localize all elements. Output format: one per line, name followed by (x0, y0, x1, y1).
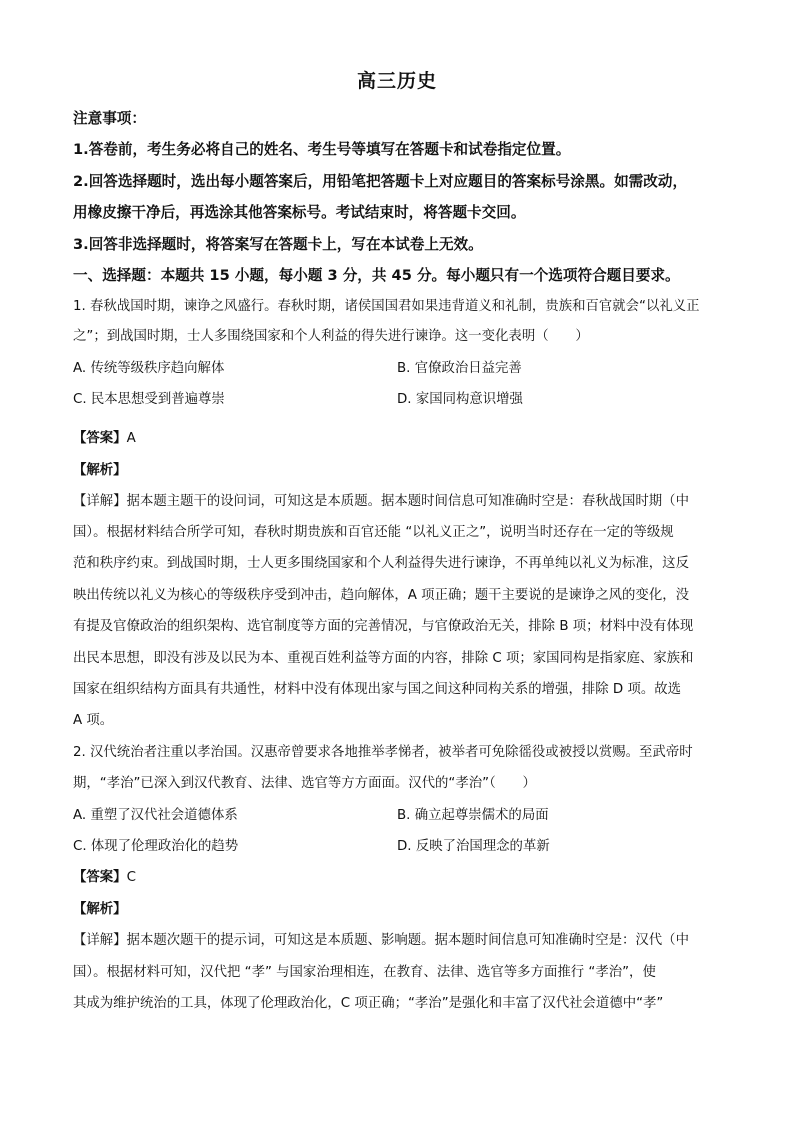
section-heading: 一、选择题：本题共 15 小题，每小题 3 分，共 45 分。每小题只有一个选项符合题目要求。 (73, 267, 680, 284)
q1-answer (73, 423, 136, 454)
notice-item-2: 2.回答选择题时，选出每小题答案后，用铅笔把答题卡上对应题目的答案标号涂黑。如需改动， (73, 173, 688, 190)
q2-option-d: D. 反映了治国理念的革新 (397, 839, 550, 854)
q2-answer-value: C (126, 870, 136, 885)
q1-answer-label: 【答案】 (73, 431, 127, 446)
q1-analysis-label (73, 455, 127, 486)
notice-heading: 注意事项： (73, 110, 146, 127)
q1-stem-line-1: 1. 春秋战国时期，谏诤之风盛行。春秋时期，诸侯国国君如果违背道义和礼制，贵族和百官就会“以礼义正 (73, 299, 700, 314)
q2-detail-line-1: 【详解】据本题次题干的提示词，可知这是本质题、影响题。据本题时间信息可知准确时空是：汉代（中 (73, 933, 689, 948)
q1-stem-line-2: 之”；到战国时期，士人多围绕国家和个人利益的得失进行谏诤。这一变化表明（ ） (73, 329, 589, 344)
q1-option-b: B. 官僚政治日益完善 (397, 361, 522, 376)
notice-item-1: 1.答卷前，考生务必将自己的姓名、考生号等填写在答题卡和试卷指定位置。 (73, 141, 571, 158)
q2-detail-line-3: 其成为维护统治的工具，体现了伦理政治化，C 项正确；“孝治”是强化和丰富了汉代社会道德中“孝” (73, 996, 664, 1011)
q1-detail-line-7: 国家在组织结构方面具有共通性，材料中没有体现出家与国之间这种同构关系的增强，排除 D 项。故选 (73, 682, 682, 697)
q1-option-d: D. 家国同构意识增强 (397, 392, 523, 407)
q1-answer-value: A (126, 431, 136, 446)
q1-detail-line-6: 出民本思想，即没有涉及以民为本、重视百姓利益等方面的内容，排除 C 项；家国同构是指家庭、家族和 (73, 651, 694, 666)
q2-option-b: B. 确立起尊崇儒术的局面 (397, 808, 549, 823)
q1-detail-line-4: 映出传统以礼义为核心的等级秩序受到冲击，趋向解体，A 项正确；题干主要说的是谏诤之风的变化，没 (73, 588, 689, 603)
q1-detail-line-5: 有提及官僚政治的组织架构、选官制度等方面的完善情况，与官僚政治无关，排除 B 项；材料中没有体现 (73, 619, 694, 634)
q2-answer-label: 【答案】 (73, 870, 127, 885)
q1-detail-line-3: 范和秩序约束。到战国时期，士人更多围绕国家和个人利益得失进行谏诤，不再单纯以礼义为标准，这反 (73, 556, 689, 571)
q1-analysis-label-text: 【解析】 (73, 463, 127, 478)
q2-detail-line-2: 国）。根据材料可知，汉代把 “孝” 与国家治理相连，在教育、法律、选官等多方面推行 “孝治”，使 (73, 965, 656, 980)
notice-item-3: 3.回答非选择题时，将答案写在答题卡上，写在本试卷上无效。 (73, 236, 483, 253)
q2-analysis-label-text: 【解析】 (73, 902, 127, 917)
q1-option-c: C. 民本思想受到普遍尊崇 (73, 392, 225, 407)
q2-answer (73, 862, 136, 893)
page-title: 高三历史 (356, 70, 437, 92)
q2-analysis-label (73, 894, 127, 925)
q2-stem-line-1: 2. 汉代统治者注重以孝治国。汉惠帝曾要求各地推举孝悌者，被举者可免除徭役或被授以赏赐。至武帝时 (73, 745, 693, 760)
q1-detail-line-2: 国）。根据材料结合所学可知，春秋时期贵族和百官还能 “以礼义正之”，说明当时还存在一定的等级规 (73, 525, 674, 540)
q1-detail-line-8: A 项。 (73, 713, 114, 728)
notice-item-2-cont: 用橡皮擦干净后，再选涂其他答案标号。考试结束时，将答题卡交回。 (73, 204, 526, 221)
q2-option-a: A. 重塑了汉代社会道德体系 (73, 808, 238, 823)
q2-stem-line-2: 期，“孝治”已深入到汉代教育、法律、选官等方方面面。汉代的“孝治”（ ） (73, 776, 536, 791)
q1-detail-line-1: 【详解】据本题主题干的设问词，可知这是本质题。据本题时间信息可知准确时空是：春秋战国时期（中 (73, 494, 689, 509)
q1-option-a: A. 传统等级秩序趋向解体 (73, 361, 225, 376)
q2-option-c: C. 体现了伦理政治化的趋势 (73, 839, 239, 854)
